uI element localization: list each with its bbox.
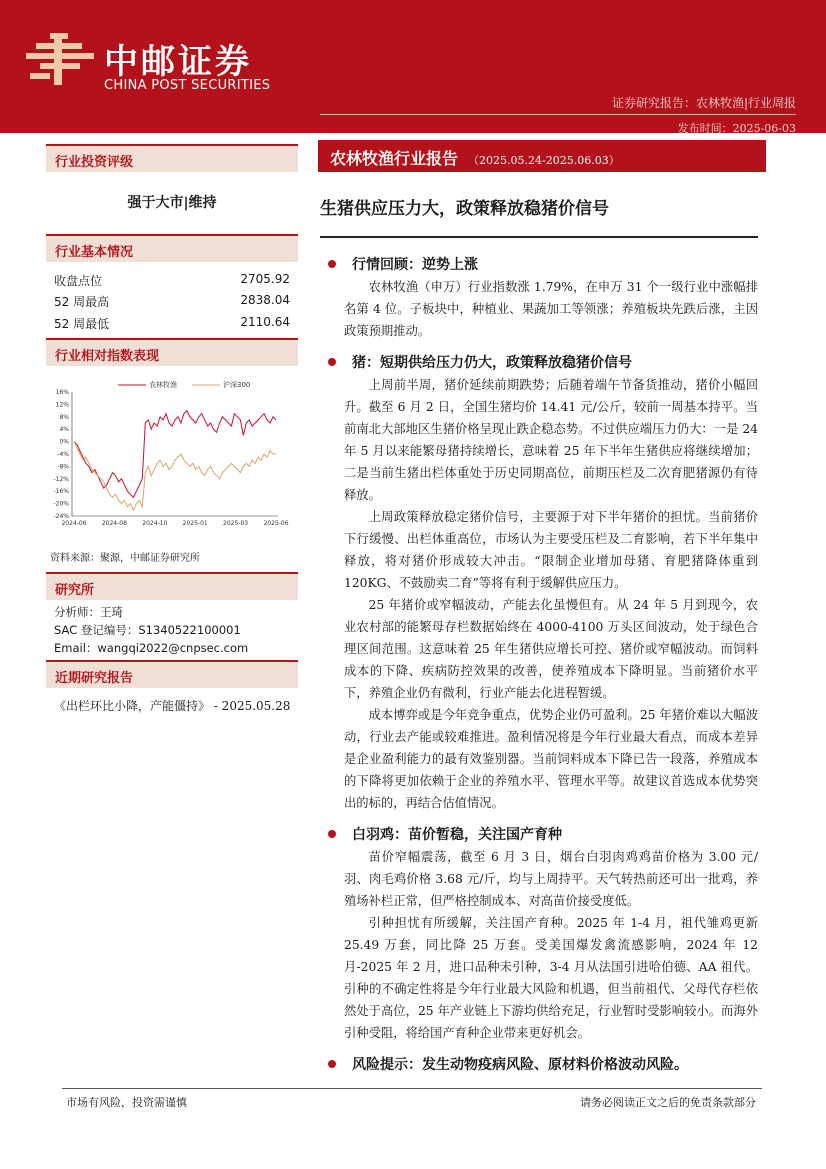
footer-left: 市场有风险，投资需谨慎 — [66, 1096, 187, 1109]
paragraph: 农林牧渔（申万）行业指数涨 1.79%，在申万 31 个一级行业中涨幅排名第 4 位。子板块中，种植业、果蔬加工等领涨；养殖板块先跌后涨，主因政策预期推动。 — [344, 280, 758, 338]
report-type: 证券研究报告：农林牧渔|行业周报 — [611, 96, 796, 110]
report-body — [320, 248, 758, 1076]
y-tick-label: 0% — [59, 438, 69, 446]
bullet-icon — [328, 358, 336, 366]
paragraph: 上周前半周，猪价延续前期跌势；后随着端午节备货推动，猪价小幅回升。截至 6 月 2 日，全国生猪均价 14.41 元/公斤，较前一周基本持平。当前南北大部地区生猪价格呈现止跌企稳态势。不过供应端压力仍大：一是 24 年 5 月以来能繁母猪持续增长，意味着 25 年下半年生猪供应将继续增加；二是当前生猪出栏体重处于历史同期高位，前期压栏及二次育肥猪源仍有待释放。 — [344, 378, 758, 502]
bullet-icon — [328, 1060, 336, 1068]
paragraph: 苗价窄幅震荡，截至 6 月 3 日，烟台白羽肉鸡鸡苗价格为 3.00 元/羽、肉毛鸡价格 3.68 元/斤，均与上周持平。天气转热前还可出一批鸡，养殖场补栏正常，但严格控制成本、对高苗价接受度低。 — [344, 850, 758, 908]
report-headline: 生猪供应压力大，政策释放稳猪价信号 — [320, 199, 609, 219]
series-line-1 — [74, 411, 276, 498]
sac-number: SAC 登记编号：S1340522100001 — [54, 623, 241, 637]
section-heading: 风险提示：发生动物疫病风险、原材料价格波动风险。 — [320, 1052, 758, 1076]
recent-report-link[interactable]: 《出栏环比小降，产能僵持》 - 2025.05.28 — [54, 699, 291, 713]
stat-value: 2838.04 — [240, 293, 290, 307]
headline-divider — [320, 236, 758, 238]
chart-section-title: 行业相对指数表现 — [46, 338, 298, 366]
x-tick-label: 2024-08 — [101, 520, 127, 527]
stat-label: 52 周最低 — [54, 317, 110, 331]
basic-info-title: 行业基本情况 — [46, 234, 298, 262]
stat-row — [54, 293, 290, 310]
industry-rating: 强于大市|维持 — [127, 195, 217, 211]
series-line-2 — [74, 442, 276, 510]
stat-row — [54, 315, 290, 332]
y-tick-label: 8% — [59, 413, 69, 421]
analyst-name: 分析师：王琦 — [54, 605, 123, 619]
stat-value: 2110.64 — [240, 315, 290, 329]
bullet-icon — [328, 260, 336, 268]
y-tick-label: -4% — [57, 451, 69, 458]
footer-right: 请务必阅读正文之后的免责条款部分 — [580, 1096, 756, 1109]
paragraph: 上周政策释放稳定猪价信号，主要源于对下半年猪价的担忧。当前猪价下行缓慢、出栏体重高位，市场认为主要受压栏及二育影响，若下半年集中释放，将对猪价形成较大冲击。“限制企业增加母猪、育肥猪降体重到 120KG、不鼓励卖二育”等将有利于缓解供应压力。 — [344, 510, 758, 590]
rating-section-title: 行业投资评级 — [46, 144, 298, 172]
y-tick-label: 4% — [59, 426, 69, 434]
y-tick-label: -24% — [53, 513, 69, 520]
stat-label: 收盘点位 — [54, 274, 103, 288]
section-heading: 白羽鸡：苗价暂稳，关注国产育种 — [320, 822, 758, 846]
paragraph: 成本博弈或是今年竞争重点，优势企业仍可盈利。25 年猪价难以大幅波动，行业去产能或较难推进。盈利情况将是今年行业最大看点，而成本差异是企业盈利能力的最有效鉴别器。当前饲料成本下降已告一段落，养殖成本的下降将更加依赖于企业的养殖水平、管理水平等。故建议首选成本优势突出的标的，再结合估值情况。 — [344, 708, 758, 810]
analyst-email[interactable]: Email：wangqi2022@cnpsec.com — [54, 641, 249, 655]
paragraph: 25 年猪价或窄幅波动，产能去化虽慢但有。从 24 年 5 月到现今，农业农村部的能繁母存栏数据始终在 4000-4100 万头区间波动，处于绿色合理区间范围。这意味着 25 年生猪供应增长可控、猪价或窄幅波动。而饲料成本的下降、疾病防控效果的改善，使养殖成本下降明显。当前猪价水平下，养殖企业仍有微利，行业产能去化进程暂缓。 — [344, 598, 758, 700]
legend-label: 农林牧渔 — [149, 381, 177, 389]
header-rule — [320, 114, 796, 115]
report-title-bar — [318, 140, 766, 172]
y-tick-label: -16% — [53, 488, 69, 496]
y-tick-label: -12% — [53, 475, 69, 483]
stat-label: 52 周最高 — [54, 295, 110, 309]
y-tick-label: -20% — [53, 500, 69, 508]
legend-label: 沪深300 — [223, 381, 251, 389]
logo-text-cn: 中邮证券 — [104, 42, 252, 82]
x-tick-label: 2025-03 — [223, 520, 249, 527]
stat-value: 2705.92 — [240, 272, 290, 286]
x-tick-label: 2024-10 — [142, 520, 168, 527]
x-tick-label: 2025-06 — [263, 520, 289, 527]
y-tick-label: -8% — [57, 463, 69, 471]
footer-divider — [62, 1088, 762, 1089]
report-title: 农林牧渔行业报告 — [330, 149, 459, 168]
y-tick-label: 12% — [55, 401, 69, 409]
logo-text-en: CHINA POST SECURITIES — [104, 78, 271, 93]
publish-date: 发布时间：2025-06-03 — [677, 122, 796, 135]
x-tick-label: 2024-06 — [61, 520, 87, 527]
x-tick-label: 2025-01 — [182, 520, 208, 527]
relative-index-chart — [46, 376, 296, 536]
stat-row — [54, 272, 290, 289]
bullet-icon — [328, 830, 336, 838]
section-heading: 行情回顾：逆势上涨 — [320, 252, 758, 276]
china-post-logo-icon — [26, 33, 94, 85]
research-section-title: 研究所 — [46, 572, 298, 600]
report-period: （2025.05.24-2025.06.03） — [468, 154, 620, 167]
chart-source: 资料来源：聚源，中邮证券研究所 — [50, 553, 200, 564]
y-tick-label: 16% — [55, 389, 69, 396]
section-heading: 猪：短期供给压力仍大，政策释放稳猪价信号 — [320, 350, 758, 374]
recent-reports-title: 近期研究报告 — [46, 660, 298, 688]
paragraph: 引种担忧有所缓解，关注国产育种。2025 年 1-4 月，祖代雏鸡更新 25.49 万套，同比降 25 万套。受美国爆发禽流感影响，2024 年 12 月-2025 年 2 月，进口品种未引种，3-4 月从法国引进哈伯德、AA 祖代。引种的不确定性将是今年行业最大风险和机遇，但当前祖代、父母代存栏依然处于高位，25 年产业链上下游均供给充足，行业暂时受影响较小。而海外引种受阻，将给国产育种企业带来更好机会。 — [344, 916, 758, 1040]
